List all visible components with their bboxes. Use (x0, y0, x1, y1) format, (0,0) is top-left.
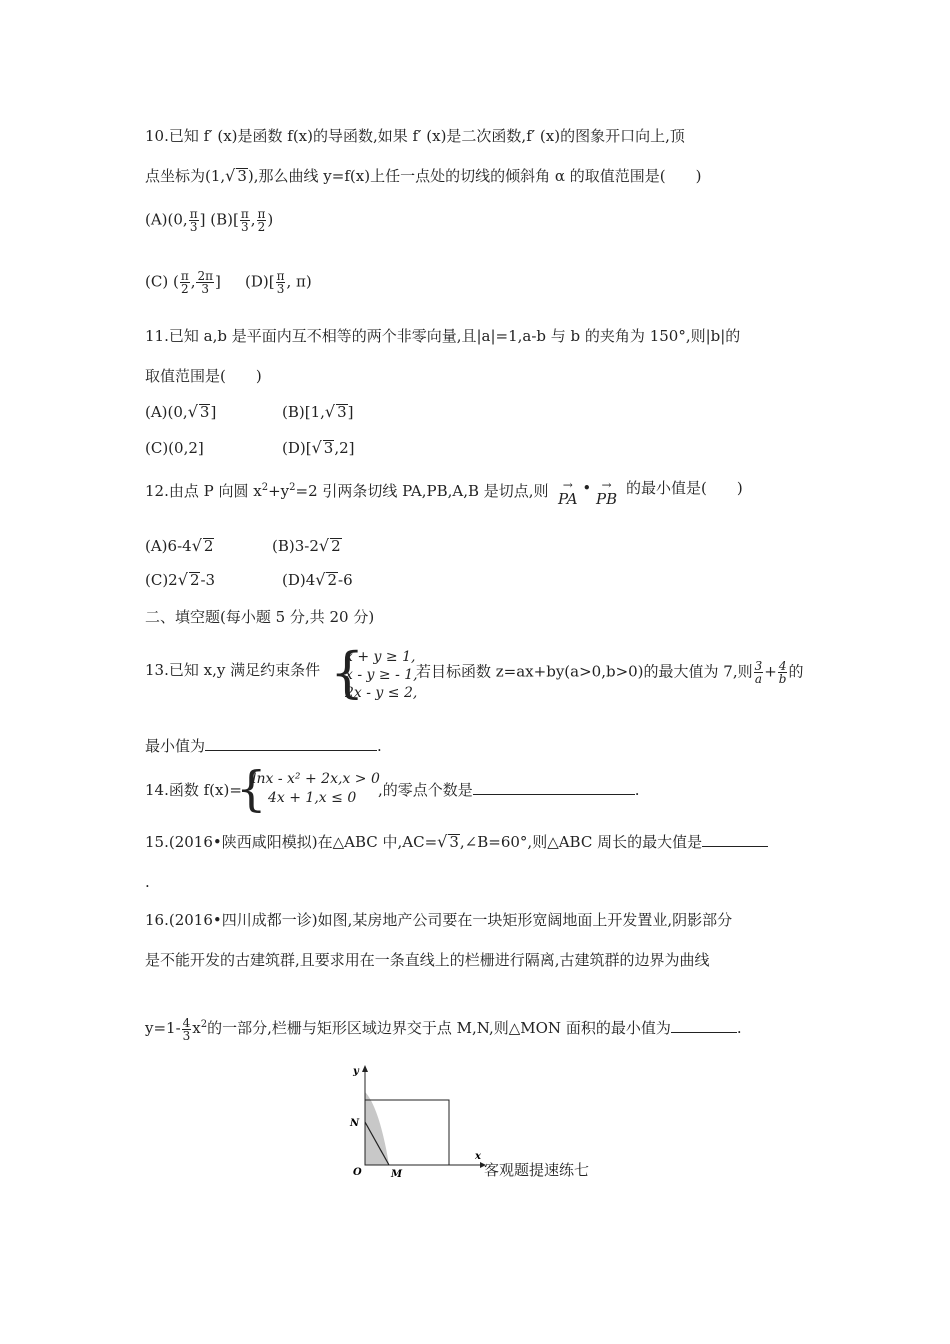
q15-answer-blank[interactable] (702, 832, 768, 847)
vector-pb: → PB (595, 478, 618, 508)
q13-line2: 最小值为 . (145, 737, 382, 755)
q15-period: . (145, 873, 150, 891)
q12-stem-end: 的最小值是( ) (626, 479, 743, 497)
q10-line1: 10.已知 f′ (x)是函数 f(x)的导函数,如果 f′ (x)是二次函数,f′ (x)的图象开口向上,顶 (145, 127, 685, 145)
q13-prefix: 13.已知 x,y 满足约束条件 (145, 661, 321, 679)
q15-line: 15.(2016•陕西咸阳模拟)在△ABC 中,AC=√ 3,∠B=60°,则△ABC 周长的最大值是 (145, 832, 768, 852)
q16-answer-blank[interactable] (671, 1018, 737, 1033)
y-axis-arrow (362, 1065, 368, 1072)
q16-line3: y=1- $\frac{4}{3}$ $x^2$的一部分,栏栅与矩形区域边界交于点 M,N,则△MON 面积的最小值为 . (145, 1015, 742, 1043)
q13-body: 若目标函数 z=ax+by(a>0,b>0)的最大值为 7,则 $\frac{3}{a}$ + $\frac{4}{b}$ 的 (416, 659, 804, 686)
q11-option-d: (D)[√ 3,2] (282, 438, 355, 457)
o-label: O (353, 1167, 362, 1178)
q10-option-c: (C) ( $\frac{\pi}{2}$ , $\frac{2\pi}{3}$ ] (145, 269, 221, 296)
q10-option-d: (D)[ $\frac{\pi}{3}$ , π) (245, 269, 312, 296)
q13-answer-blank[interactable] (205, 736, 377, 751)
q12-option-b: (B)3-2√ 2 (272, 536, 341, 555)
q14-case-2: 4x + 1,x ≤ 0 (268, 790, 357, 806)
q13-brace: { (330, 641, 365, 704)
q10-options-ab: (A)(0, $\frac{\pi}{3}$ ] (B)[ $\frac{\pi}{3}$ , $\frac{\pi}{2}$ ) (145, 207, 274, 234)
q16-figure (345, 1062, 495, 1184)
q11-line1: 11.已知 a,b 是平面内互不相等的两个非零向量,且|a|=1,a-b 与 b 的夹角为 150°,则|b|的 (145, 327, 741, 345)
q11-option-a: (A)(0,√ 3] (145, 402, 217, 421)
q14-case-1: lnx - x² + 2x,x > 0 (252, 771, 380, 787)
q11-option-b: (B)[1,√ 3] (282, 402, 354, 421)
q12-option-a: (A)6-4√ 2 (145, 536, 214, 555)
q12-option-c: (C)2√ 2-3 (145, 570, 216, 589)
q14-body: ,的零点个数是 . (378, 781, 640, 799)
x-label: x (475, 1151, 481, 1162)
figure-caption: 客观题提速练七 (484, 1161, 590, 1179)
q13-constraint-1: x + y ≥ 1, (345, 649, 416, 665)
q14-prefix: 14.函数 f(x)= (145, 781, 242, 799)
y-label: y (353, 1066, 359, 1077)
section-heading: 二、填空题(每小题 5 分,共 20 分) (145, 608, 375, 626)
q12-stem: 12.由点 P 向圆 $x^2+y^2=2$ 引两条切线 PA,PB,A,B 是切点,则 (145, 482, 549, 500)
vector-pa: → PA (558, 478, 578, 508)
q14-brace: { (236, 761, 267, 817)
q13-constraint-3: 2x - y ≤ 2, (345, 685, 418, 701)
q13-constraint-2: x - y ≥ - 1, (345, 667, 418, 683)
q16-line2: 是不能开发的古建筑群,且要求用在一条直线上的栏栅进行隔离,古建筑群的边界为曲线 (145, 951, 710, 969)
q12-option-d: (D)4√ 2-6 (282, 570, 353, 589)
q12-vector-product: → PA • → PB (558, 478, 618, 508)
m-label: M (391, 1169, 403, 1180)
q11-line2: 取值范围是( ) (145, 367, 262, 385)
q11-option-c: (C)(0,2] (145, 439, 204, 457)
q10-line2: 点坐标为(1,√ 3),那么曲线 y=f(x)上任一点处的切线的倾斜角 α 的取值范围是( ) (145, 166, 702, 185)
n-label: N (350, 1118, 360, 1129)
q16-line1: 16.(2016•四川成都一诊)如图,某房地产公司要在一块矩形宽阔地面上开发置业,阴影部分 (145, 911, 733, 929)
q14-answer-blank[interactable] (473, 780, 635, 795)
